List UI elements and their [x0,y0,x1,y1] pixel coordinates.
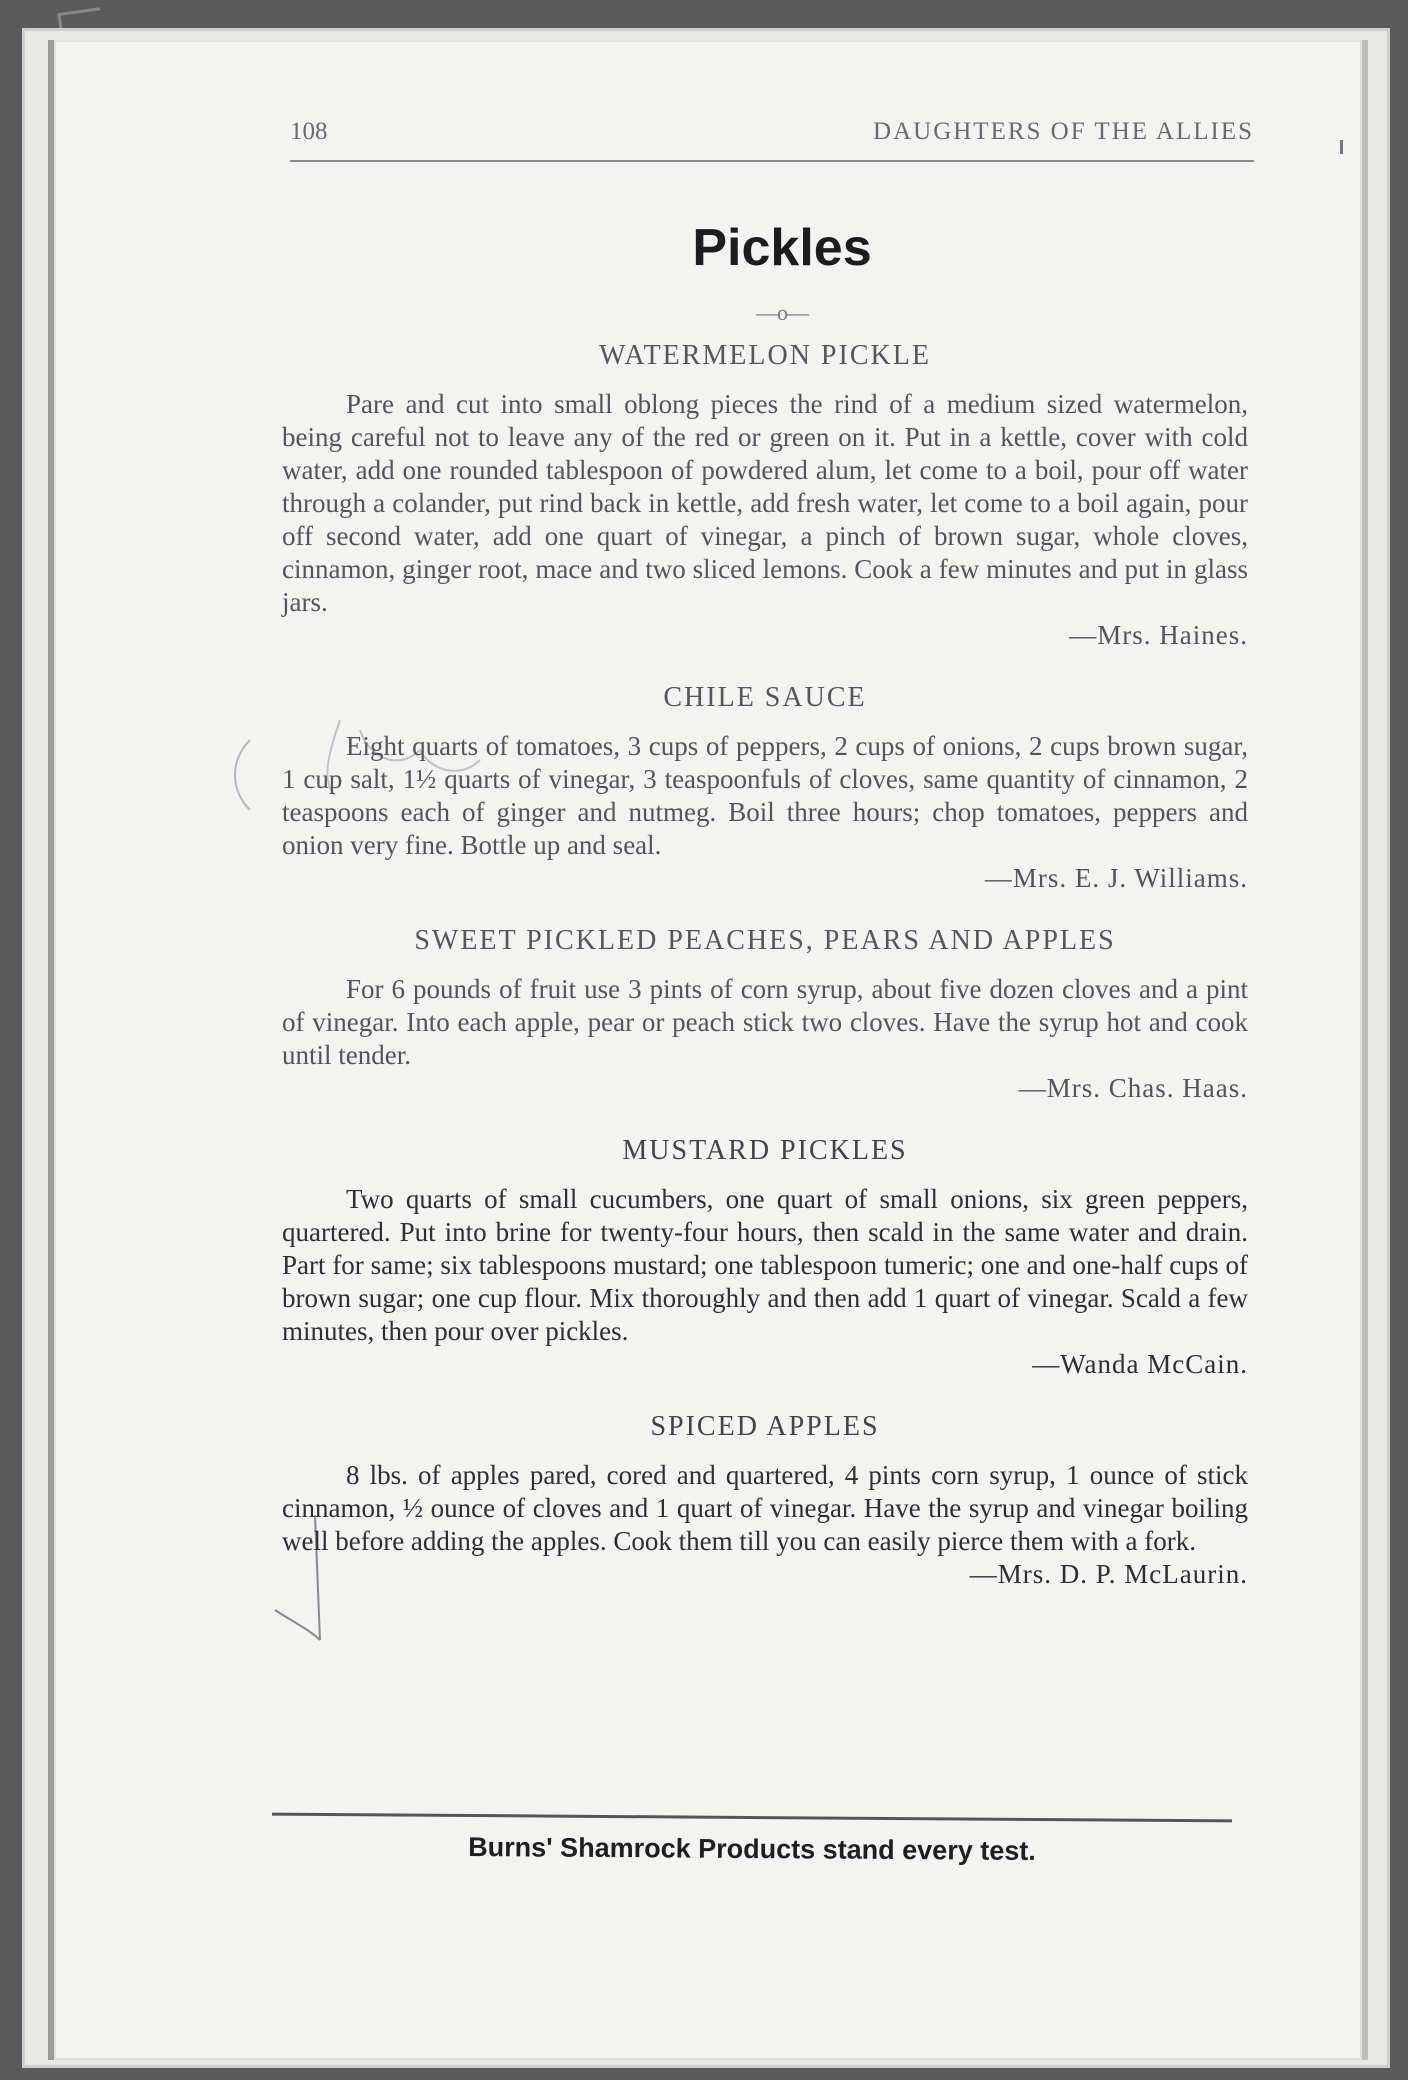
recipe [282,1411,1248,1591]
recipe-attribution: —Mrs. Haines. [1069,620,1248,650]
margin-mark [1340,140,1343,154]
recipe-body: Eight quarts of tomatoes, 3 cups of peppers, 2 cups of onions, 2 cups brown sugar, 1 cup salt, 1½ quarts of vinegar, 3 teaspoonfuls of cloves, same quantity of cinnamon, 2 teaspoons each of ginger and nutmeg. Boil three hours; chop tomatoes, peppers and onion very fine. Bottle up and seal. [282,731,1248,860]
recipe-title: SPICED APPLES [650,1411,880,1442]
recipe-title: CHILE SAUCE [663,682,867,713]
running-header [290,118,1254,146]
recipe-body: Two quarts of small cucumbers, one quart of small onions, six green peppers, quartered. Put into brine for twenty-four hours, then scald in the same water and drain. Part for same; six tablespoons mustard; one tablespoon tumeric; one and one-half cups of brown sugar; one cup flour. Mix thoroughly and then add 1 quart of vinegar. Scald a few minutes, then pour over pickles. [282,1184,1248,1346]
recipe-title: SWEET PICKLED PEACHES, PEARS AND APPLES [414,925,1116,956]
recipe [282,1135,1248,1381]
recipe-body: 8 lbs. of apples pared, cored and quartered, 4 pints corn syrup, 1 ounce of stick cinnamon, ½ ounce of cloves and 1 quart of vinegar. Have the syrup and vinegar boiling well before adding the apples. Cook them till you can easily pierce them with a fork. [282,1460,1248,1556]
recipe-title: MUSTARD PICKLES [622,1135,908,1166]
recipe-attribution: —Mrs. D. P. McLaurin. [969,1559,1248,1589]
recipe-body: For 6 pounds of fruit use 3 pints of corn syrup, about five dozen cloves and a pint of vinegar. Into each apple, pear or peach stick two cloves. Have the syrup hot and cook until tender. [282,974,1248,1070]
recipe [282,340,1248,652]
recipe-title: WATERMELON PICKLE [599,340,931,371]
title-ornament: —o— [756,300,808,325]
running-title: DAUGHTERS OF THE ALLIES [873,118,1254,145]
footer-advert: Burns' Shamrock Products stand every test. [468,1832,1036,1866]
recipe-attribution: —Mrs. Chas. Haas. [1018,1073,1248,1103]
recipe-body: Pare and cut into small oblong pieces the rind of a medium sized watermelon, being careful not to leave any of the red or green on it. Put in a kettle, cover with cold water, add one rounded tablespoon of powdered alum, let come to a boil, pour off water through a colander, put rind back in kettle, add fresh water, let come to a boil again, pour off second water, add one quart of vinegar, a pinch of brown sugar, whole cloves, cinnamon, ginger root, mace and two sliced lemons. Cook a few minutes and put in glass jars. [282,389,1248,617]
recipe [282,925,1248,1105]
recipe-attribution: —Wanda McCain. [1032,1349,1248,1379]
page-number: 108 [290,118,328,145]
recipe-attribution: —Mrs. E. J. Williams. [984,863,1248,893]
section-title: Pickles [692,219,872,277]
recipes-column [282,340,1248,1621]
header-rule [290,160,1254,162]
recipe [282,682,1248,895]
